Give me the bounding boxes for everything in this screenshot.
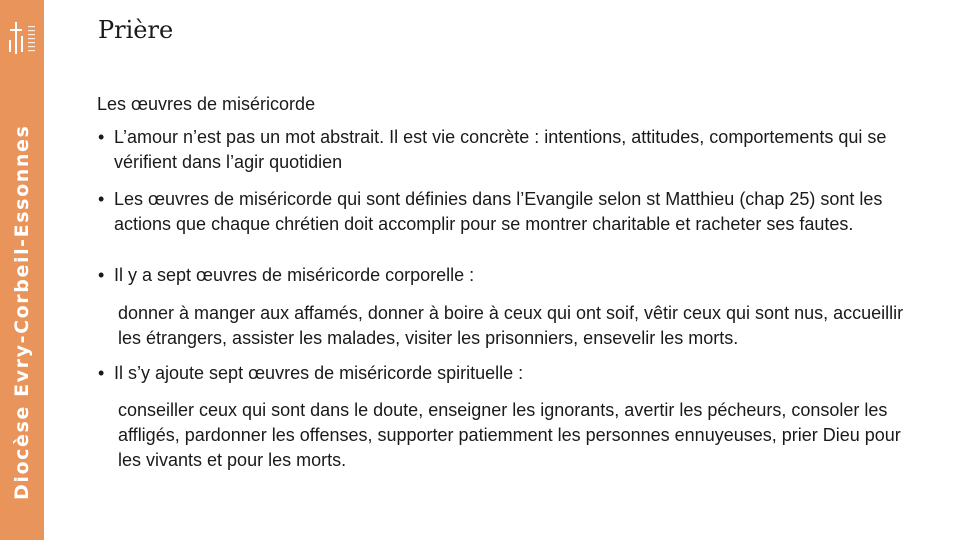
bullet-symbol: •	[98, 189, 105, 209]
bullet-symbol: •	[98, 127, 105, 147]
subheading: Les œuvres de miséricorde	[97, 94, 316, 114]
slide-content	[97, 92, 927, 473]
bullet-text: Il y a sept œuvres de miséricorde corporelle :	[114, 265, 475, 285]
sidebar-band	[0, 0, 44, 540]
bullet-text: Il s’y ajoute sept œuvres de miséricorde spirituelle :	[114, 363, 524, 383]
bullet-symbol: •	[98, 265, 105, 285]
bullet-item	[97, 263, 927, 288]
bullet-item	[97, 187, 927, 237]
bullet-text: Les œuvres de miséricorde qui sont définies dans l’Evangile selon st Matthieu (chap 25) sont les actions que chaque chrétien doit accomplir pour se montrer charitable et racheter ses fautes.	[114, 189, 883, 234]
corporal-works-list: donner à manger aux affamés, donner à boire à ceux qui ont soif, vêtir ceux qui sont nus, accueillir les étrangers, assister les malades, visiter les prisonniers, ensevelir les morts.	[118, 303, 904, 348]
sidebar-title: Diocèse Evry-Corbeil-Essonnes	[11, 124, 33, 500]
bullet-text: L’amour n’est pas un mot abstrait. Il est vie concrète : intentions, attitudes, comportements qui se vérifient dans l’agir quotidien	[114, 127, 887, 172]
bullet-item	[97, 361, 927, 386]
spiritual-works-list: conseiller ceux qui sont dans le doute, enseigner les ignorants, avertir les pécheurs, consoler les affligés, pardonner les offenses, supporter patiemment les personnes ennuyeuses, prier Dieu pour les vivants et pour les morts.	[118, 400, 901, 470]
bullet-symbol: •	[98, 363, 105, 383]
bullet-item	[97, 125, 927, 175]
slide-title: Prière	[98, 16, 174, 44]
diocese-logo-icon	[2, 18, 42, 62]
